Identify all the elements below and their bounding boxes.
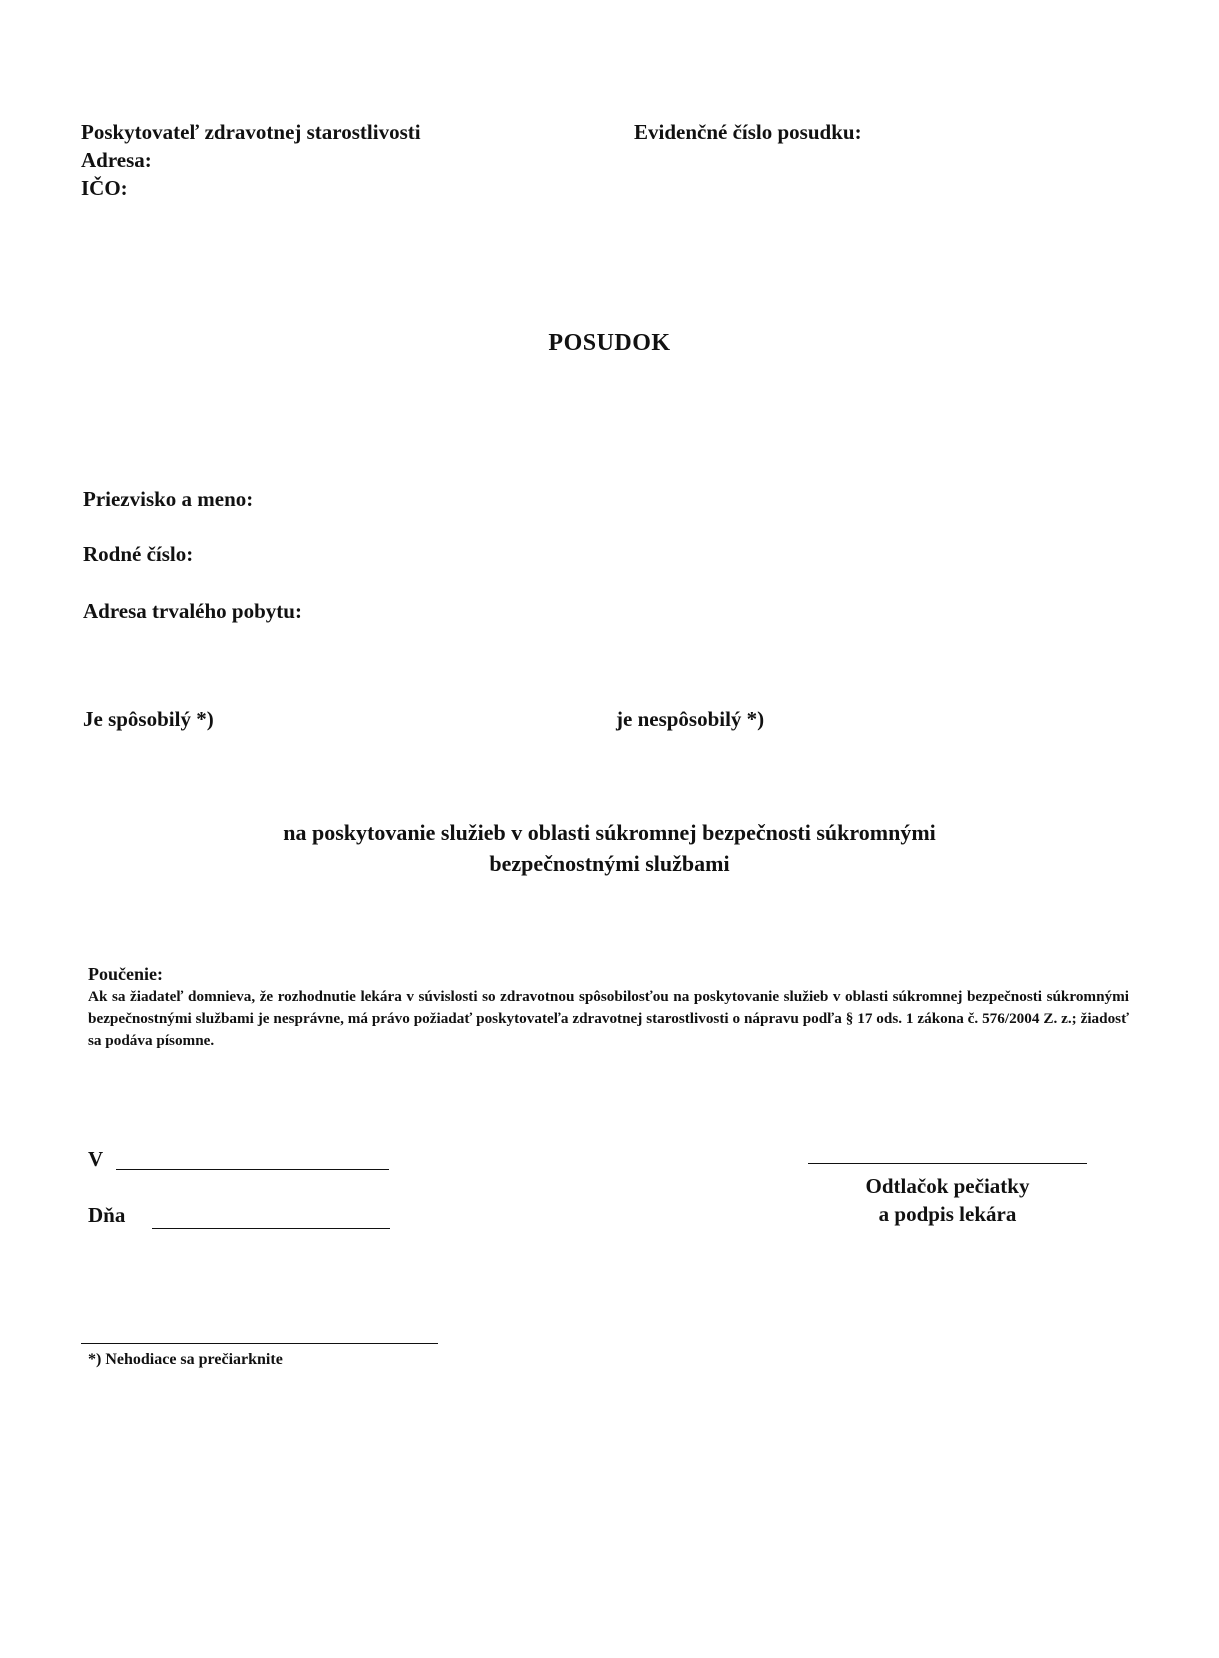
birth-number-label: Rodné číslo: <box>83 542 194 566</box>
footnote-divider <box>81 1343 438 1344</box>
purpose-line-2: bezpečnostnými službami <box>489 851 730 876</box>
date-line <box>152 1228 390 1229</box>
place-label: V <box>88 1147 104 1171</box>
footnote: *) Nehodiace sa prečiarknite <box>88 1351 283 1368</box>
stamp-signature-line <box>808 1163 1087 1164</box>
provider-address-label: Adresa: <box>81 148 152 172</box>
instruction-heading: Poučenie: <box>88 964 163 984</box>
unfit-option: je nespôsobilý *) <box>616 707 765 731</box>
stamp-signature-caption <box>808 1172 1087 1228</box>
residence-label: Adresa trvalého pobytu: <box>83 599 302 623</box>
purpose-statement <box>0 817 1219 879</box>
stamp-line-1: Odtlačok pečiatky <box>865 1174 1030 1198</box>
fit-option: Je spôsobilý *) <box>83 707 214 731</box>
place-line <box>116 1169 389 1170</box>
purpose-line-1: na poskytovanie služieb v oblasti súkromnej bezpečnosti súkromnými <box>283 820 936 845</box>
date-label: Dňa <box>88 1203 126 1227</box>
record-number-label: Evidenčné číslo posudku: <box>634 120 862 144</box>
provider-ico-label: IČO: <box>81 176 128 200</box>
page-title: POSUDOK <box>548 330 671 356</box>
name-label: Priezvisko a meno: <box>83 487 254 511</box>
stamp-line-2: a podpis lekára <box>878 1202 1017 1226</box>
provider-title: Poskytovateľ zdravotnej starostlivosti <box>81 120 421 144</box>
instruction-text: Ak sa žiadateľ domnieva, že rozhodnutie lekára v súvislosti so zdravotnou spôsobilosťou na poskytovanie služieb v oblasti súkromnej bezpečnosti súkromnými bezpečnostnými službami je nesprávne, má právo požiadať poskytovateľa zdravotnej starostlivosti o nápravu podľa § 17 ods. 1 zákona č. 576/2004 Z. z.; žiadosť sa podáva písomne. <box>88 988 1129 1049</box>
